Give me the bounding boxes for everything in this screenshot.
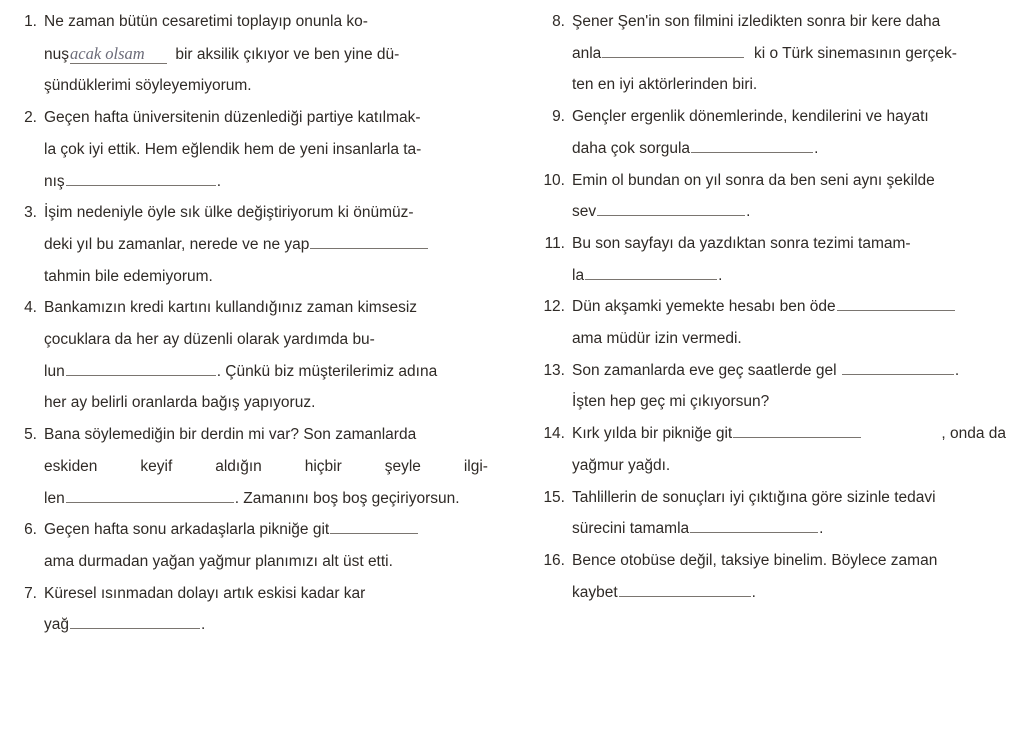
exercise-text: Küresel ısınmadan dolayı artık eskisi kadar kar bbox=[44, 584, 366, 602]
exercise-text: daha çok sorgula bbox=[572, 139, 691, 157]
exercise-text: Bu son sayfayı da yazdıktan sonra tezimi tamam- bbox=[572, 234, 911, 252]
exercise-6 bbox=[8, 514, 488, 577]
exercise-text: deki yıl bu zamanlar, nerede ve ne yap bbox=[44, 235, 310, 253]
answer-blank[interactable] bbox=[66, 374, 216, 376]
exercise-number: 11. bbox=[544, 234, 565, 252]
exercise-text: şündüklerimi söyleyemiyorum. bbox=[44, 77, 252, 95]
exercise-number: 1. bbox=[24, 13, 37, 30]
exercise-text: . bbox=[201, 616, 206, 634]
exercise-text: nuş bbox=[44, 45, 69, 63]
answer-blank[interactable] bbox=[690, 531, 818, 533]
answer-blank[interactable] bbox=[691, 151, 813, 153]
exercise-text: . Çünkü biz müşterilerimiz adına bbox=[216, 362, 438, 380]
exercise-text: Şener Şen'in son filmini izledikten sonra bir kere daha bbox=[572, 13, 941, 30]
answer-blank-filled[interactable]: acak olsam bbox=[70, 44, 167, 64]
exercise-text: . bbox=[814, 139, 819, 157]
exercise-2 bbox=[8, 102, 488, 197]
exercise-number: 15. bbox=[543, 488, 565, 506]
exercise-text: Kırk yılda bir pikniğe git bbox=[572, 425, 733, 443]
answer-blank[interactable] bbox=[619, 595, 751, 597]
exercise-text: lun bbox=[44, 362, 65, 380]
exercise-text: Bana söylemediğin bir derdin mi var? Son zamanlarda bbox=[44, 426, 417, 444]
exercise-text: Tahlillerin de sonuçları iyi çıktığına göre sizinle tedavi bbox=[572, 488, 936, 506]
exercise-number: 3. bbox=[24, 204, 37, 222]
exercise-11 bbox=[528, 228, 1006, 291]
exercise-number: 12. bbox=[543, 298, 565, 316]
exercise-number: 2. bbox=[24, 109, 37, 127]
exercise-text: sev bbox=[572, 203, 597, 221]
exercise-text: ki o Türk sinemasının gerçek- bbox=[753, 44, 957, 62]
exercise-number: 5. bbox=[24, 426, 37, 444]
exercise-text: Gençler ergenlik dönemlerinde, kendilerini ve hayatı bbox=[572, 108, 929, 126]
exercise-12 bbox=[528, 291, 1006, 354]
exercise-8 bbox=[528, 6, 1006, 101]
exercise-text: ten en iyi aktörlerinden biri. bbox=[572, 76, 758, 94]
exercise-word: eskiden bbox=[44, 457, 98, 475]
exercise-text: kaybet bbox=[572, 583, 618, 601]
exercise-text: her ay belirli oranlarda bağış yapıyoruz. bbox=[44, 394, 316, 412]
exercise-word: aldığın bbox=[215, 457, 262, 475]
exercise-text: . bbox=[751, 583, 756, 601]
left-column bbox=[8, 6, 488, 641]
exercise-text: Emin ol bundan on yıl sonra da ben seni aynı şekilde bbox=[572, 171, 935, 189]
exercise-number: 4. bbox=[24, 299, 37, 317]
exercise-text: İşim nedeniyle öyle sık ülke değiştiriyorum ki önümüz- bbox=[44, 204, 414, 222]
exercise-text: yağmur yağdı. bbox=[572, 456, 671, 474]
exercise-word: şeyle bbox=[384, 457, 421, 475]
exercise-text: . bbox=[954, 361, 960, 379]
exercise-text: çocuklara da her ay düzenli olarak yardımda bu- bbox=[44, 331, 375, 349]
answer-blank[interactable] bbox=[597, 214, 745, 216]
exercise-number: 10. bbox=[543, 171, 565, 189]
exercise-15 bbox=[528, 482, 1006, 545]
exercise-text: , onda da bbox=[941, 425, 1006, 443]
exercise-text: . bbox=[216, 172, 221, 190]
exercise-5 bbox=[8, 419, 488, 514]
exercise-word: ilgi- bbox=[463, 457, 488, 475]
exercise-word: keyif bbox=[140, 457, 173, 475]
answer-blank[interactable] bbox=[70, 627, 200, 629]
exercise-text: tahmin bile edemiyorum. bbox=[44, 267, 213, 285]
exercise-text: . bbox=[819, 520, 824, 538]
exercise-7 bbox=[8, 578, 488, 641]
exercise-text: Geçen hafta sonu arkadaşlarla pikniğe git bbox=[44, 521, 330, 539]
exercise-text: la çok iyi ettik. Hem eğlendik hem de yeni insanlarla ta- bbox=[44, 140, 422, 158]
exercise-word: hiçbir bbox=[304, 457, 342, 475]
exercise-text: sürecini tamamla bbox=[572, 520, 690, 538]
exercise-4 bbox=[8, 292, 488, 419]
exercise-text: Bence otobüse değil, taksiye binelim. Böylece zaman bbox=[572, 551, 938, 569]
exercise-number: 7. bbox=[24, 584, 37, 602]
exercise-text: . bbox=[718, 266, 723, 284]
exercise-9 bbox=[528, 101, 1006, 164]
exercise-number: 6. bbox=[24, 521, 37, 539]
exercise-text: . Zamanını boş boş geçiriyorsun. bbox=[234, 489, 460, 507]
answer-blank[interactable] bbox=[837, 309, 955, 311]
answer-blank[interactable] bbox=[602, 56, 744, 58]
answer-blank[interactable] bbox=[585, 278, 717, 280]
exercise-text: bir aksilik çıkıyor ve ben yine dü- bbox=[175, 45, 400, 63]
exercise-text: İşten hep geç mi çıkıyorsun? bbox=[572, 393, 770, 411]
exercise-number: 9. bbox=[552, 108, 565, 126]
exercise-10 bbox=[528, 165, 1006, 228]
exercise-text: ama müdür izin vermedi. bbox=[572, 330, 742, 348]
exercise-number: 13. bbox=[543, 361, 565, 379]
exercise-text: anla bbox=[572, 44, 602, 62]
exercise-text: ama durmadan yağan yağmur planımızı alt üst etti. bbox=[44, 552, 393, 570]
answer-blank[interactable] bbox=[310, 247, 428, 249]
exercise-14 bbox=[528, 418, 1006, 481]
answer-blank[interactable] bbox=[733, 436, 861, 438]
exercise-text: Son zamanlarda eve geç saatlerde gel bbox=[572, 361, 837, 379]
exercise-number: 16. bbox=[543, 551, 565, 569]
exercise-text: nış bbox=[44, 172, 65, 190]
right-column bbox=[528, 6, 1006, 608]
exercise-text: la bbox=[572, 266, 585, 284]
exercise-13 bbox=[528, 355, 1006, 418]
exercise-text: Bankamızın kredi kartını kullandığınız zaman kimsesiz bbox=[44, 299, 418, 317]
exercise-number: 14. bbox=[543, 425, 565, 443]
exercise-16 bbox=[528, 545, 1006, 608]
exercise-text: len bbox=[44, 489, 65, 507]
answer-blank[interactable] bbox=[842, 373, 954, 375]
exercise-3 bbox=[8, 197, 488, 292]
answer-blank[interactable] bbox=[66, 184, 216, 186]
exercise-text: . bbox=[746, 203, 751, 221]
answer-blank[interactable] bbox=[330, 532, 418, 534]
answer-blank[interactable] bbox=[66, 501, 234, 503]
exercise-text: Ne zaman bütün cesaretimi toplayıp onunla ko- bbox=[44, 13, 368, 30]
exercise-text: Geçen hafta üniversitenin düzenlediği partiye katılmak- bbox=[44, 109, 421, 127]
exercise-number: 8. bbox=[552, 13, 565, 30]
exercise-1 bbox=[8, 6, 488, 102]
exercise-text: yağ bbox=[44, 616, 69, 634]
exercise-text: Dün akşamki yemekte hesabı ben öde bbox=[572, 298, 836, 316]
